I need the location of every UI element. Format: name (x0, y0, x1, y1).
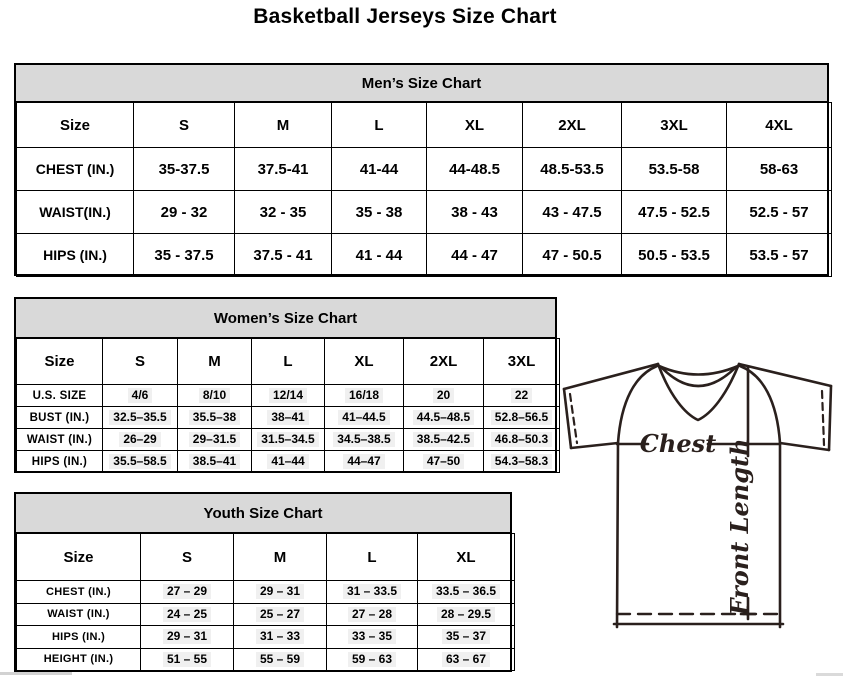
row-label: U.S. SIZE (17, 385, 103, 407)
size-value-cell (622, 148, 727, 191)
size-value-cell (252, 451, 325, 473)
size-value-cell (141, 581, 234, 604)
size-value: 24 – 25 (163, 607, 211, 622)
measurement-row (17, 648, 515, 671)
measurement-row (17, 191, 832, 234)
size-value: 44-48.5 (449, 160, 500, 178)
jersey-left-cuff-dashed-line (570, 394, 577, 443)
row-label: HIPS (IN.) (17, 626, 141, 649)
size-value-cell (234, 648, 327, 671)
size-value: 37.5 - 41 (253, 246, 313, 264)
column-header: 2XL (523, 103, 622, 148)
size-value-cell (134, 234, 235, 277)
size-value-cell (523, 234, 622, 277)
womens-chart-title: Women’s Size Chart (16, 299, 555, 338)
row-label: BUST (IN.) (17, 407, 103, 429)
column-header: M (235, 103, 332, 148)
column-header: S (134, 103, 235, 148)
measurement-row (17, 603, 515, 626)
size-value-cell (134, 191, 235, 234)
size-value: 25 – 27 (256, 607, 304, 622)
column-header: XL (325, 339, 404, 385)
womens-size-table (16, 338, 560, 473)
row-label: HIPS (IN.) (17, 451, 103, 473)
womens-size-chart (14, 297, 557, 473)
size-value-cell (622, 191, 727, 234)
size-value: 47.5 - 52.5 (638, 203, 710, 221)
size-value-cell (325, 429, 404, 451)
row-label: WAIST(IN.) (17, 191, 134, 234)
size-value-cell (727, 234, 832, 277)
size-value: 28 – 29.5 (437, 607, 495, 622)
size-value-cell (622, 234, 727, 277)
size-value-cell (235, 191, 332, 234)
row-label: CHEST (IN.) (17, 148, 134, 191)
size-value: 22 (511, 388, 532, 403)
size-value: 33.5 – 36.5 (432, 584, 500, 599)
size-value-cell (235, 234, 332, 277)
size-value-cell (332, 148, 427, 191)
row-label: HIPS (IN.) (17, 234, 134, 277)
measurement-row (17, 385, 560, 407)
column-header: M (178, 339, 252, 385)
column-header: 4XL (727, 103, 832, 148)
column-header: L (252, 339, 325, 385)
size-value: 38–41 (267, 410, 308, 425)
size-value-cell (141, 603, 234, 626)
size-value: 29–31.5 (189, 432, 240, 447)
size-value-cell (141, 626, 234, 649)
size-value: 44.5–48.5 (413, 410, 474, 425)
size-value: 41 - 44 (355, 246, 403, 264)
size-value-cell (325, 451, 404, 473)
mens-chart-title: Men’s Size Chart (16, 65, 827, 102)
size-value: 47 - 50.5 (542, 246, 602, 264)
size-value: 12/14 (269, 388, 307, 403)
size-value-cell (327, 626, 418, 649)
jersey-measurement-diagram (558, 356, 842, 632)
size-value-cell (418, 581, 515, 604)
size-value: 32 - 35 (259, 203, 307, 221)
column-header: Size (17, 339, 103, 385)
size-value-cell (235, 148, 332, 191)
size-value: 35 - 38 (355, 203, 403, 221)
size-value: 59 – 63 (348, 652, 396, 667)
size-value-cell (418, 626, 515, 649)
size-value-cell (427, 234, 523, 277)
horizontal-scrollbar-fragment[interactable] (0, 672, 72, 675)
size-value-cell (178, 451, 252, 473)
size-value-cell (134, 148, 235, 191)
size-value: 43 - 47.5 (542, 203, 602, 221)
size-value: 35 - 37.5 (154, 246, 214, 264)
size-value: 63 – 67 (442, 652, 490, 667)
size-header-row (17, 103, 832, 148)
size-value: 32.5–35.5 (109, 410, 170, 425)
size-value-cell (252, 429, 325, 451)
size-value: 53.5 - 57 (749, 246, 809, 264)
size-value: 26–29 (119, 432, 160, 447)
measurement-row (17, 626, 515, 649)
jersey-body-left-edge (617, 443, 618, 627)
size-value: 31.5–34.5 (257, 432, 318, 447)
column-header: L (332, 103, 427, 148)
size-value: 29 - 32 (160, 203, 208, 221)
size-value: 46.8–50.3 (491, 432, 552, 447)
size-value-cell (332, 191, 427, 234)
size-value-cell (404, 429, 484, 451)
size-value-cell (103, 429, 178, 451)
size-value: 31 – 33 (256, 629, 304, 644)
row-label: WAIST (IN.) (17, 429, 103, 451)
size-value-cell (103, 385, 178, 407)
size-value: 44–47 (343, 454, 384, 469)
size-value: 41–44.5 (338, 410, 389, 425)
size-value-cell (484, 429, 560, 451)
size-value: 27 – 29 (163, 584, 211, 599)
size-value-cell (523, 191, 622, 234)
size-value: 8/10 (199, 388, 230, 403)
size-value-cell (404, 451, 484, 473)
youth-size-chart (14, 492, 512, 672)
size-value: 20 (433, 388, 454, 403)
size-value: 44 - 47 (451, 246, 498, 264)
size-value-cell (404, 385, 484, 407)
column-header: XL (427, 103, 523, 148)
size-value: 54.3–58.3 (491, 454, 552, 469)
jersey-right-cuff (780, 443, 829, 450)
size-value: 35.5–58.5 (109, 454, 170, 469)
column-header: 3XL (484, 339, 560, 385)
size-value-cell (325, 385, 404, 407)
size-value-cell (252, 407, 325, 429)
measurement-row (17, 148, 832, 191)
row-label: CHEST (IN.) (17, 581, 141, 604)
size-value-cell (325, 407, 404, 429)
size-value: 47–50 (423, 454, 464, 469)
jersey-right-cuff-dashed-line (822, 391, 824, 445)
column-header: 2XL (404, 339, 484, 385)
size-value-cell (427, 191, 523, 234)
size-value-cell (418, 648, 515, 671)
size-value-cell (327, 603, 418, 626)
size-value: 38 - 43 (451, 203, 498, 221)
youth-chart-title: Youth Size Chart (16, 494, 510, 533)
size-value: 29 – 31 (163, 629, 211, 644)
size-value-cell (252, 385, 325, 407)
size-value-cell (484, 407, 560, 429)
column-header: Size (17, 534, 141, 581)
size-value-cell (141, 648, 234, 671)
size-value: 58-63 (759, 160, 799, 178)
size-value: 38.5–42.5 (413, 432, 474, 447)
youth-size-table (16, 533, 515, 671)
jersey-collar-top-curve (659, 366, 738, 375)
column-header: Size (17, 103, 134, 148)
jersey-left-shoulder (564, 364, 658, 389)
size-value: 27 – 28 (348, 607, 396, 622)
size-header-row (17, 534, 515, 581)
jersey-vneck-outline (658, 364, 739, 420)
size-value-cell (103, 407, 178, 429)
front-length-label: Front Length (725, 438, 754, 616)
size-value-cell (727, 148, 832, 191)
size-value: 55 – 59 (256, 652, 304, 667)
jersey-right-seam (740, 366, 780, 443)
size-value: 51 – 55 (163, 652, 211, 667)
size-value: 35 – 37 (442, 629, 490, 644)
mens-size-chart (14, 63, 829, 276)
size-value: 48.5-53.5 (540, 160, 604, 178)
size-value: 35-37.5 (158, 160, 210, 178)
size-value-cell (727, 191, 832, 234)
page-title: Basketball Jerseys Size Chart (253, 5, 557, 28)
size-value: 52.5 - 57 (749, 203, 809, 221)
column-header: L (327, 534, 418, 581)
size-value-cell (523, 148, 622, 191)
column-header: 3XL (622, 103, 727, 148)
size-value-cell (103, 451, 178, 473)
size-value-cell (327, 581, 418, 604)
size-value-cell (327, 648, 418, 671)
measurement-row (17, 234, 832, 277)
size-value-cell (332, 234, 427, 277)
size-value-cell (178, 429, 252, 451)
mens-size-table (16, 102, 832, 277)
row-label: WAIST (IN.) (17, 603, 141, 626)
size-value: 53.5-58 (648, 160, 700, 178)
size-value: 37.5-41 (257, 160, 309, 178)
size-value: 33 – 35 (348, 629, 396, 644)
size-value: 41–44 (267, 454, 308, 469)
column-header: S (141, 534, 234, 581)
measurement-row (17, 451, 560, 473)
size-value: 38.5–41 (189, 454, 240, 469)
size-value-cell (234, 581, 327, 604)
jersey-right-sleeve-edge (829, 386, 831, 450)
size-value-cell (418, 603, 515, 626)
size-value-cell (178, 407, 252, 429)
row-label: HEIGHT (IN.) (17, 648, 141, 671)
size-value-cell (404, 407, 484, 429)
jersey-left-cuff (571, 443, 618, 448)
size-value: 52.8–56.5 (491, 410, 552, 425)
size-value: 4/6 (128, 388, 153, 403)
size-value: 34.5–38.5 (333, 432, 394, 447)
size-value-cell (484, 385, 560, 407)
measurement-row (17, 429, 560, 451)
size-value-cell (484, 451, 560, 473)
column-header: XL (418, 534, 515, 581)
size-value-cell (427, 148, 523, 191)
size-value: 41-44 (359, 160, 399, 178)
measurement-row (17, 407, 560, 429)
size-value: 35.5–38 (189, 410, 240, 425)
size-value: 29 – 31 (256, 584, 304, 599)
size-value-cell (234, 603, 327, 626)
size-value: 16/18 (345, 388, 383, 403)
size-value: 31 – 33.5 (343, 584, 401, 599)
size-value: 50.5 - 53.5 (638, 246, 710, 264)
chest-label: Chest (639, 429, 717, 458)
size-value-cell (234, 626, 327, 649)
size-value-cell (178, 385, 252, 407)
column-header: M (234, 534, 327, 581)
column-header: S (103, 339, 178, 385)
measurement-row (17, 581, 515, 604)
horizontal-scrollbar-fragment[interactable] (816, 673, 843, 676)
size-header-row (17, 339, 560, 385)
